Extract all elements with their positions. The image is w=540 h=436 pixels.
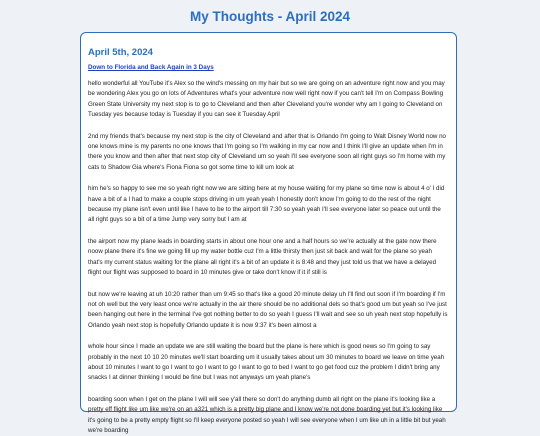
post-title-link[interactable]: Down to Florida and Back Again in 3 Days bbox=[88, 64, 214, 71]
post-paragraph: boarding soon when I get on the plane I will will see y'all there so don't do anything dumb all right on the plane it's looking like a pretty eff flight like um like we're on an a321 which is a pretty big plane and I know we're not done boarding yet but it's looking like it's going to be a pretty empty flight so I'll keep everyone posted so yeah I will see everyone when I um like uh in a little bit but yeah we're boarding bbox=[88, 395, 446, 434]
page-title: My Thoughts - April 2024 bbox=[189, 9, 351, 24]
post-paragraph: hello wonderful all YouTube it's Alex so the wind's messing on my hair but so we are going on an adventure right now and you may be wondering Alex you go on lots of Adventures what's your adventure now well right now if you can't tell I'm on Compass Bowling Green State University my next stop is to go to Cleveland and then after Cleveland you're wonder why am I going to Cleveland on Tuesday yes because today is Tuesday if you can see it Tuesday April bbox=[88, 80, 445, 119]
post-paragraph: the airport now my plane leads in boarding starts in about one hour one and a half hours so we're actually at the gate now there noow plane there it's fine we going fill up my water bottle cuz I'm a little thirsty then just sit back and wait for the plane so yeah that's my current status waiting for the plane all right it's a bit of an update it is 8:48 and they just told us that we have a delayed flight our flight was supposed to board in 10 minutes give or take don't know if it if still is bbox=[88, 237, 437, 277]
post-paragraph: whole hour since I made an update we are still waiting the board but the plane is here which is good news so I'm going to say probably in the next 10 10 20 minutes we'll start boarding um it usually takes about um 30 minutes to board we leave on time yeah about 10 minutes I want to go I want to go I want to go I want to go to bed I want to go get food cuz the problem I didn't bring any snacks I at dinner thinking I would be fine but I was not anyways um yeah plane's bbox=[88, 343, 445, 382]
post-date: April 5th, 2024 bbox=[88, 47, 153, 58]
post-paragraph: but now we're leaving at uh 10:20 rather than um 9:45 so that's like a good 20 minute delay uh I'll find out soon if I'm boarding if I'm not oh well but the very least once we're actually in the air there should be no additional dels so that's good um but yeah so I've just been hanging out here in the terminal I've got nothing better to do so yeah I guess I'll wait and see so uh yeah next stop hopefully is Orlando yeah next stop is hopefully Orlando update it is now 9:37 it's been almost a bbox=[88, 290, 448, 329]
post-paragraph: 2nd my friends that's because my next stop is the city of Cleveland and after that is Orlando I'm going to Walt Disney World now no one knows mine is my parents no one knows that I'm going so I'm walking in my car now and I think I'll give an update when I'm in there you know and then after that next stop city of Cleveland um so yeah I'll see everyone soon all right guys so I'm home with my cats to Shadow Gia where's Fiona Fiona so got some time to kill um look at bbox=[88, 132, 446, 171]
post-card bbox=[80, 32, 457, 434]
post-paragraph: him he's so happy to see me so yeah right now we are sitting here at my house waiting for my plane so time now is about 4 o' I did have a bit of a I had to make a couple stops driving in um yeah yeah I honestly don't know I'm going to do the rest of the night because my plane isn't even until like I have to be to the airport till 7:30 so yeah yeah I'll see everyone later so peace out until the all right guys so a bit of a time Jump very sorry but I am at bbox=[88, 185, 445, 224]
